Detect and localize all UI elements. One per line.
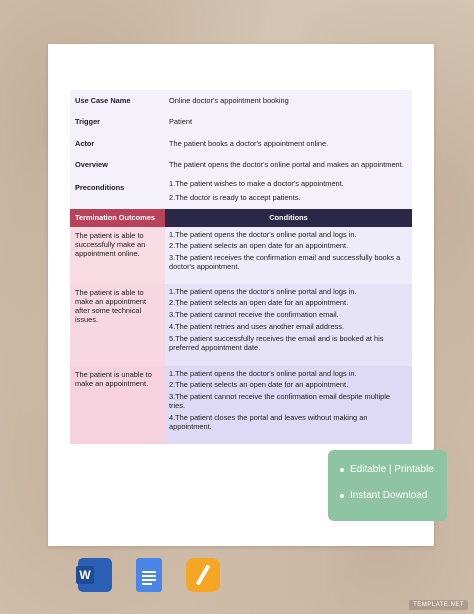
bullet-icon bbox=[340, 494, 344, 498]
watermark: TEMPLATE.NET bbox=[409, 600, 468, 610]
condition-item: 2.The patient selects an open date for an appointment. bbox=[169, 380, 349, 390]
row-key: Use Case Name bbox=[75, 96, 131, 105]
termination-row bbox=[70, 284, 412, 366]
row-value: Online doctor's appointment booking bbox=[169, 96, 289, 105]
row-key: Preconditions bbox=[75, 183, 125, 192]
termination-row bbox=[70, 366, 412, 444]
row-key: Actor bbox=[75, 138, 95, 148]
row-value: Patient bbox=[169, 117, 193, 127]
preconditions-list bbox=[165, 175, 412, 207]
condition-item: 4.The patient closes the portal and leaves without making an appointment. bbox=[169, 413, 368, 432]
condition-item: 1.The patient opens the doctor's online portal and logs in. bbox=[169, 368, 357, 378]
row-value: The patient opens the doctor's online portal and makes an appointment. bbox=[169, 159, 404, 169]
condition-item: 3.The patient cannot receive the confirmation email. bbox=[169, 310, 339, 319]
outcome-cell: The patient is unable to make an appointment. bbox=[70, 366, 165, 444]
app-icons bbox=[78, 558, 240, 592]
use-case-row bbox=[70, 90, 412, 109]
conditions-cell bbox=[165, 284, 412, 366]
precondition-item: 1.The patient wishes to make a doctor's appointment. bbox=[169, 179, 344, 188]
feature-item bbox=[340, 464, 435, 475]
row-key: Overview bbox=[75, 159, 108, 169]
condition-item: 2.The patient selects an open date for an appointment. bbox=[169, 298, 349, 308]
features-badge bbox=[328, 450, 447, 521]
condition-item: 5.The patient successfully receives the email and is booked at his preferred appointment date. bbox=[169, 333, 384, 352]
use-case-table bbox=[70, 90, 412, 209]
outcome-cell: The patient is able to successfully make an appointment online. bbox=[70, 227, 165, 284]
use-case-row bbox=[70, 131, 412, 152]
condition-item: 2.The patient selects an open date for an appointment. bbox=[169, 241, 349, 251]
use-case-row bbox=[70, 152, 412, 173]
feature-label: Instant Download bbox=[350, 490, 428, 501]
conditions-cell bbox=[165, 366, 412, 444]
termination-row bbox=[70, 227, 412, 284]
condition-item: 1.The patient opens the doctor's online portal and logs in. bbox=[169, 286, 357, 296]
row-value: The patient books a doctor's appointment online. bbox=[169, 138, 329, 148]
feature-item bbox=[340, 490, 435, 501]
condition-item: 4.The patient retries and uses another email address. bbox=[169, 321, 345, 331]
condition-item: 3.The patient cannot receive the confirmation email despite multiple tries. bbox=[169, 392, 391, 411]
outcome-cell: The patient is able to make an appointment after some technical issues. bbox=[70, 284, 165, 366]
condition-item: 3.The patient receives the confirmation email and successfully books a doctor's appointment. bbox=[169, 253, 401, 272]
use-case-row bbox=[70, 109, 412, 130]
google-docs-icon[interactable] bbox=[136, 558, 162, 592]
termination-header bbox=[70, 209, 412, 227]
word-icon[interactable]: W bbox=[78, 558, 112, 592]
conditions-cell bbox=[165, 227, 412, 284]
precondition-item: 2.The doctor is ready to accept patients. bbox=[169, 193, 301, 203]
use-case-row bbox=[70, 173, 412, 209]
row-key: Trigger bbox=[75, 117, 101, 127]
feature-label: Editable | Printable bbox=[350, 464, 434, 475]
use-case-document bbox=[70, 90, 412, 444]
pages-icon[interactable] bbox=[186, 558, 220, 592]
termination-outcomes-header: Termination Outcomes bbox=[70, 209, 165, 227]
condition-item: 1.The patient opens the doctor's online portal and logs in. bbox=[169, 229, 357, 239]
bullet-icon bbox=[340, 468, 344, 472]
conditions-header: Conditions bbox=[165, 209, 412, 227]
